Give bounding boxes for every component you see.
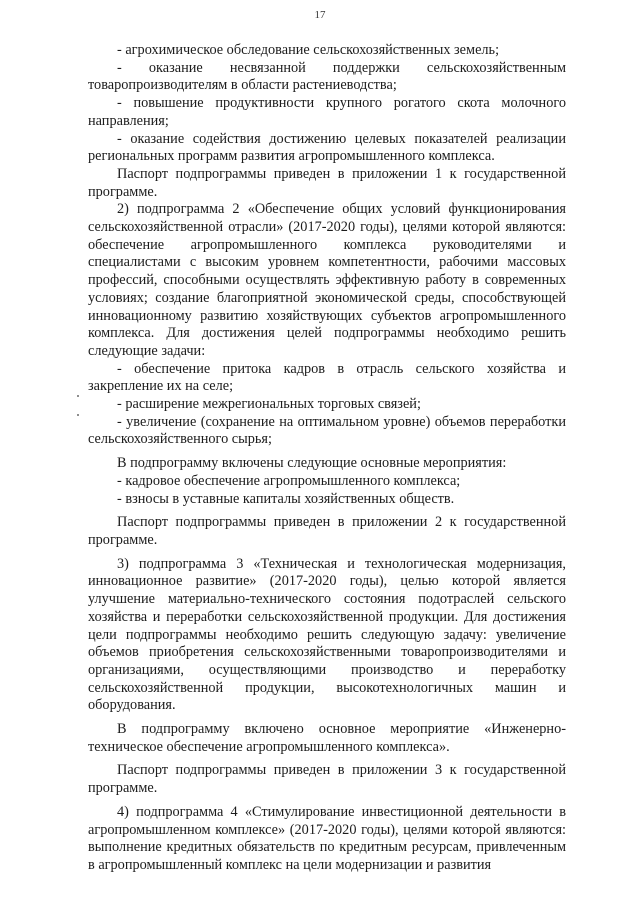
paragraph-subprogram-4: 4) подпрограмма 4 «Стимулирование инвестиционной деятельности в агропромышленном комплексе» (2017-2020 годы), целями которой являются: выполнение кредитных обязательств по кредитным ресурсам, привлеченным в агропромышленный комплекс на цели модернизации и развития	[88, 803, 566, 873]
paragraph-subprogram-2: 2) подпрограмма 2 «Обеспечение общих условий функционирования сельскохозяйственной отрасли» (2017-2020 годы), целями которой являются: обеспечение агропромышленного комплекса руководителями и специалистами с высоким уровнем компетентности, рабочими массовых профессий, способными осуществлять эффективную работу в современных условиях; создание благоприятной экономической среды, способствующей инновационному развитию хозяйствующих субъектов агропромышленного комплекса. Для достижения целей подпрограммы необходимо решить следующие задачи:	[88, 201, 566, 359]
scan-speck	[77, 414, 79, 416]
paragraph-main-activities: В подпрограмму включены следующие основные мероприятия:	[117, 455, 507, 472]
page-number: 17	[314, 9, 326, 21]
paragraph-subprogram-3: 3) подпрограмма 3 «Техническая и технологическая модернизация, инновационное развитие» (2017-2020 годы), целью которой является улучшение материально-технического состояния подотраслей сельского хозяйства и переработки сельскохозяйственной продукции. Для достижения цели подпрограммы необходимо решить следующую задачу: увеличение объемов приобретения сельскохозяйственными товаропроизводителями и организациями, осуществляющими производство и переработку сельскохозяйственной продукции, высокотехнологичных машин и оборудования.	[88, 555, 566, 714]
scan-speck	[77, 395, 79, 397]
paragraph-passport-3: Паспорт подпрограммы приведен в приложении 3 к государственной программе.	[88, 762, 566, 797]
paragraph-staff-inflow: - обеспечение притока кадров в отрасль сельского хозяйства и закрепление их на селе;	[88, 360, 566, 395]
paragraph-staffing: - кадровое обеспечение агропромышленного комплекса;	[117, 472, 461, 489]
paragraph-target-indicators: - оказание содействия достижению целевых показателей реализации региональных программ развития агропромышленного комплекса.	[88, 130, 566, 165]
paragraph-engineering-activity: В подпрограмму включено основное мероприятие «Инженерно-техническое обеспечение агропромышленного комплекса».	[88, 721, 566, 755]
paragraph-unrelated-support: - оказание несвязанной поддержки сельскохозяйственным товаропроизводителям в области растениеводства;	[88, 59, 566, 94]
paragraph-agrochemical-survey: - агрохимическое обследование сельскохозяйственных земель;	[117, 42, 500, 58]
paragraph-capital-contributions: - взносы в уставные капиталы хозяйственных обществ.	[117, 490, 455, 507]
paragraph-interregional-trade: - расширение межрегиональных торговых связей;	[117, 396, 421, 413]
paragraph-raw-processing: - увеличение (сохранение на оптимальном уровне) объемов переработки сельскохозяйственного сырья;	[88, 413, 566, 448]
paragraph-passport-1: Паспорт подпрограммы приведен в приложении 1 к государственной программе.	[88, 165, 566, 200]
paragraph-dairy-productivity: - повышение продуктивности крупного рогатого скота молочного направления;	[88, 95, 566, 129]
paragraph-passport-2: Паспорт подпрограммы приведен в приложении 2 к государственной программе.	[88, 514, 566, 548]
document-text	[88, 42, 566, 875]
